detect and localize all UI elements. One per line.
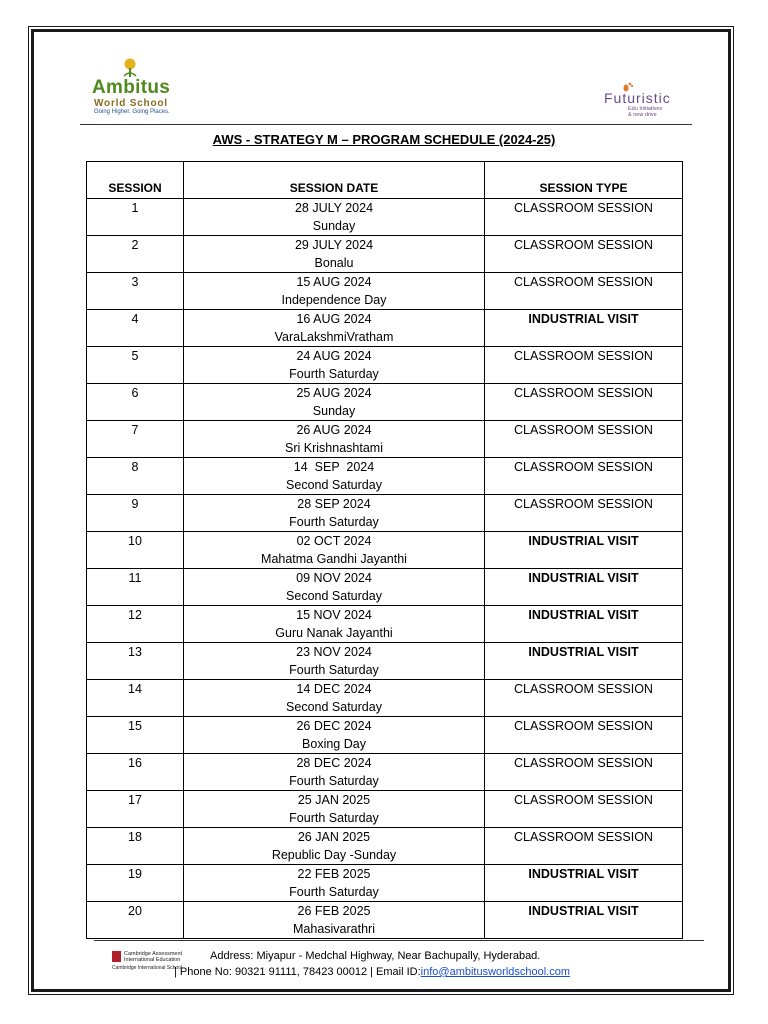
footer-divider [94,940,704,941]
session-type-cell: INDUSTRIAL VISIT [485,606,683,643]
futuristic-logo [600,82,682,120]
session-date: 28 SEP 2024 [297,497,371,511]
session-type-cell: INDUSTRIAL VISIT [485,569,683,606]
futuristic-subtitle-line: Edu Initiatives [628,106,663,112]
header-session: SESSION [87,162,184,199]
table-row [87,347,683,384]
session-number-cell: 15 [87,717,184,754]
session-date: 14 SEP 2024 [293,460,375,474]
session-date: 15 AUG 2024 [296,275,372,289]
table-row [87,643,683,680]
session-type-cell: CLASSROOM SESSION [485,347,683,384]
session-date-note: Mahatma Gandhi Jayanthi [261,552,407,566]
session-number-cell: 1 [87,199,184,236]
session-date: 25 JAN 2025 [297,793,371,807]
session-date-note: Independence Day [281,293,387,307]
session-type-cell: CLASSROOM SESSION [485,458,683,495]
session-date: 29 JULY 2024 [294,238,374,252]
session-date-cell [184,421,485,458]
session-type-cell: CLASSROOM SESSION [485,828,683,865]
session-number-cell: 11 [87,569,184,606]
table-header-row [87,162,683,199]
table-row [87,421,683,458]
session-date-cell [184,717,485,754]
table-row [87,754,683,791]
session-date-note: Fourth Saturday [289,811,379,825]
session-type-cell: CLASSROOM SESSION [485,791,683,828]
session-type-cell: CLASSROOM SESSION [485,273,683,310]
session-date-cell [184,384,485,421]
cambridge-line2: International Education [124,957,181,963]
session-date: 26 JAN 2025 [297,830,371,844]
session-number-cell: 18 [87,828,184,865]
table-row [87,273,683,310]
table-row [87,865,683,902]
table-row [87,569,683,606]
session-date-cell [184,199,485,236]
schedule-table-body [87,199,683,939]
table-row [87,532,683,569]
session-date-cell [184,606,485,643]
session-number-cell: 7 [87,421,184,458]
session-date-cell [184,791,485,828]
cambridge-line3: Cambridge International School [112,965,183,971]
table-row [87,606,683,643]
session-type-cell: CLASSROOM SESSION [485,717,683,754]
session-type-cell: CLASSROOM SESSION [485,384,683,421]
futuristic-brand-name: Futuristic [604,90,671,106]
futuristic-subtitle [628,106,662,118]
session-date-cell [184,273,485,310]
ambitus-brand-subtitle: World School [94,98,168,109]
session-date-note: Second Saturday [286,700,382,714]
session-date: 16 AUG 2024 [296,312,372,326]
session-date-cell [184,680,485,717]
table-row [87,828,683,865]
table-row [87,236,683,273]
session-date-note: Boxing Day [302,737,366,751]
session-number-cell: 16 [87,754,184,791]
session-number-cell: 4 [87,310,184,347]
session-date-note: Fourth Saturday [289,515,379,529]
session-type-cell: CLASSROOM SESSION [485,421,683,458]
session-date: 09 NOV 2024 [296,571,372,585]
session-number-cell: 19 [87,865,184,902]
session-type-cell: INDUSTRIAL VISIT [485,532,683,569]
header-session-date: SESSION DATE [184,162,485,199]
table-row [87,495,683,532]
session-date: 26 AUG 2024 [296,423,372,437]
session-date-note: Republic Day -Sunday [271,848,397,862]
session-number-cell: 6 [87,384,184,421]
session-date: 28 JULY 2024 [294,201,374,215]
session-type-cell: INDUSTRIAL VISIT [485,643,683,680]
session-date-cell [184,754,485,791]
session-date: 14 DEC 2024 [296,682,372,696]
session-number-cell: 13 [87,643,184,680]
session-date-note: Mahasivarathri [293,922,375,936]
session-number-cell: 9 [87,495,184,532]
footer-contact [174,966,570,978]
cambridge-line1: Cambridge Assessment [124,951,183,957]
table-row [87,717,683,754]
session-date: 25 AUG 2024 [296,386,372,400]
session-type-cell: CLASSROOM SESSION [485,495,683,532]
session-number-cell: 20 [87,902,184,939]
session-number-cell: 12 [87,606,184,643]
session-date-note: Sri Krishnashtami [285,441,383,455]
session-type-cell: CLASSROOM SESSION [485,754,683,791]
schedule-table [86,161,683,939]
session-date: 26 DEC 2024 [296,719,372,733]
session-date: 26 FEB 2025 [297,904,371,918]
table-row [87,902,683,939]
footer-address: Address: Miyapur - Medchal Highway, Near Bachupally, Hyderabad. [210,950,541,962]
table-row [87,199,683,236]
session-date-cell [184,865,485,902]
session-date-cell [184,347,485,384]
email-link[interactable]: info@ambitusworldschool.com [420,966,571,978]
ambitus-logo [92,58,192,120]
session-number-cell: 14 [87,680,184,717]
session-date: 24 AUG 2024 [296,349,372,363]
table-row [87,384,683,421]
ambitus-tagline: Going Higher. Going Places. [94,109,170,115]
session-date-note: Second Saturday [286,478,382,492]
session-type-cell: CLASSROOM SESSION [485,680,683,717]
session-number-cell: 2 [87,236,184,273]
session-type-cell: CLASSROOM SESSION [485,236,683,273]
session-date: 22 FEB 2025 [297,867,371,881]
session-date: 02 OCT 2024 [296,534,372,548]
table-row [87,458,683,495]
session-number-cell: 8 [87,458,184,495]
session-date-cell [184,458,485,495]
session-date-cell [184,310,485,347]
session-date-note: Fourth Saturday [289,774,379,788]
table-row [87,680,683,717]
tree-icon [122,58,138,78]
session-date: 28 DEC 2024 [296,756,372,770]
session-number-cell: 17 [87,791,184,828]
header-divider [80,124,692,125]
session-number-cell: 3 [87,273,184,310]
footer-contact-prefix: | Phone No: 90321 91111, 78423 00012 | Email ID: [174,966,421,978]
session-date-cell [184,828,485,865]
session-date-note: Sunday [312,404,356,418]
session-date: 15 NOV 2024 [296,608,372,622]
session-type-cell: INDUSTRIAL VISIT [485,865,683,902]
session-date-cell [184,532,485,569]
table-row [87,310,683,347]
table-row [87,791,683,828]
session-number-cell: 10 [87,532,184,569]
session-type-cell: INDUSTRIAL VISIT [485,310,683,347]
session-type-cell: INDUSTRIAL VISIT [485,902,683,939]
session-number-cell: 5 [87,347,184,384]
cambridge-text [124,951,182,963]
session-date-note: Fourth Saturday [289,885,379,899]
session-date-note: VaraLakshmiVratham [274,330,394,344]
header-session-type: SESSION TYPE [485,162,683,199]
session-date-note: Sunday [312,219,356,233]
session-type-cell: CLASSROOM SESSION [485,199,683,236]
session-date-cell [184,902,485,939]
session-date-note: Guru Nanak Jayanthi [275,626,393,640]
session-date-cell [184,236,485,273]
cambridge-shield-icon [112,951,121,962]
ambitus-brand-name: Ambitus [92,77,171,98]
session-date-cell [184,643,485,680]
session-date-note: Fourth Saturday [289,367,379,381]
session-date-cell [184,569,485,606]
session-date-note: Fourth Saturday [289,663,379,677]
session-date-note: Bonalu [314,256,354,270]
document-title: AWS - STRATEGY M – PROGRAM SCHEDULE (2024-25) [212,132,556,147]
session-date-note: Second Saturday [286,589,382,603]
futuristic-tagline: & new drive [628,112,657,118]
session-date: 23 NOV 2024 [296,645,372,659]
session-date-cell [184,495,485,532]
